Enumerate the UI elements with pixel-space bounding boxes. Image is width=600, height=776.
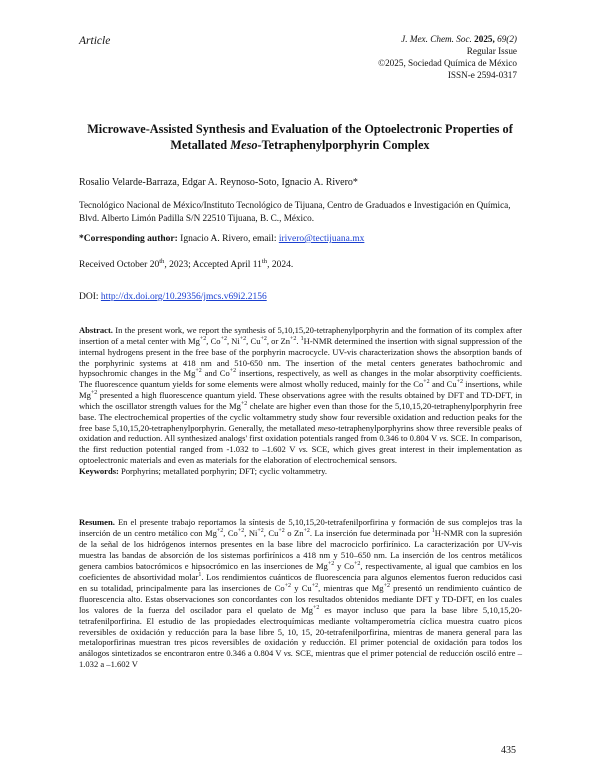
copyright: ©2025, Sociedad Química de México: [378, 58, 517, 68]
authors: Rosalio Velarde-Barraza, Edgar A. Reynoso-Soto, Ignacio A. Rivero*: [79, 177, 358, 188]
journal-header: [378, 33, 517, 81]
article-type-label: Article: [79, 35, 111, 47]
page-number: 435: [501, 745, 516, 756]
issn: ISSN-e 2594-0317: [447, 70, 517, 80]
corresponding-author: *Corresponding author: Ignacio A. Rivero, email: irivero@tectijuana.mx: [79, 234, 365, 244]
doi-link[interactable]: http://dx.doi.org/10.29356/jmcs.v69i2.2156: [100, 292, 267, 302]
affiliation: Tecnológico Nacional de México/Instituto Tecnológico de Tijuana, Centro de Graduados e Investigación en Química, Blvd. Alberto Limón Padilla S/N 22510 Tijuana, B. C., México.: [79, 200, 511, 223]
paper-title: Microwave-Assisted Synthesis and Evaluation of the Optoelectronic Properties of Metallated Meso-Tetraphenylporphyrin Complex: [87, 122, 513, 152]
journal-citation: J. Mex. Chem. Soc. 2025, 69(2): [401, 34, 517, 44]
issue-type: Regular Issue: [466, 46, 517, 56]
doi: DOI: http://dx.doi.org/10.29356/jmcs.v69i2.2156: [79, 292, 267, 302]
abstract: Abstract. In the present work, we report the synthesis of 5,10,15,20-tetraphenylporphyrin and the formation of its complex after insertion of a metal center with $Mg^{+2}$, $Co^{+2}$, $Ni^{+2}$, $Cu^{+2}$, or $Zn^{+2}$. $^1$H-NMR determined the insertion with signal suppression of the internal hydrogens present in the free base of the porphyrin macrocycle. UV-vis characterization shows the absorption bands of the porphyrinic systems at 418 nm and 510-650 nm. The insertion of the metal centers generates bathochromic and hypsochromic changes in the $Mg^{+2}$ and $Co^{+2}$ insertions, respectively, as well as changes in the molar absorptivity coefficients. The fluorescence quantum yields for some elements were almost wholly reduced, mainly for the $Co^{+2}$ and $Cu^{+2}$ insertions, while $Mg^{+2}$ presented a high fluorescence quantum yield. These observations agree with the results obtained by DFT and TD-DFT, in which the oscillator strength values for the $Mg^{+2}$ chelate are higher even than those for the 5,10,15,20-tetraphenylporphyrin free base. The electrochemical properties of the cyclic voltammetry study show four reversible oxidation and reduction peaks for the free base 5,10,15,20-tetraphenylporphyrin. Generally, the metallated meso-tetraphenylporphyrins show three reversible peaks of oxidation and reduction. All synthesized analogs' first oxidation potentials ranged from 0.346 to 0.804 V vs. SCE. In comparison, the first reduction potential ranged from -1.032 to –1.602 V vs. SCE, which gives great interest in their implementation as optoelectronic materials and even as materials for the elaboration of electrochemical sensors. Keywords: Porphyrins; metallated porphyrin; DFT; cyclic voltammetry.: [79, 325, 523, 476]
resumen: Resumen. En el presente trabajo reportamos la síntesis de 5,10,15,20-tetrafenilporfirina y formación de sus complejos tras la inserción de un centro metálico con $Mg^{+2}$, $Co^{+2}$, $Ni^{+2}$, $Cu^{+2}$ o $Zn^{+2}$. La inserción fue determinada por $^1$H-NMR con la supresión de la señal de los hidrógenos internos presentes en la base libre del macrociclo porfirínico. La caracterización por UV-vis muestra las bandas de absorción de los sistemas porfirínicos a 418 nm y 510–650 nm. La inserción de los centros metálicos genera cambios batocrómicos e hipsocrómico en las inserciones de $Mg^{+2}$ y $Co^{+2}$, respectivamente, al igual que cambios en los coeficientes de absortividad molar$^1$. Los rendimientos cuánticos de fluorescencia para algunos elementos fueron reducidos casi en su totalidad, principalmente para las inserciones de $Co^{+2}$ y $Cu^{+2}$, mientras que $Mg^{+2}$ presentó un rendimiento cuántico de fluorescencia alto. Estas observaciones son concordantes con los resultados obtenidos mediante DFT y TD-DFT, en los cuales los valores de la fuerza del oscilador para el quelato de $Mg^{+2}$ es mayor incluso que para la base libre 5,10,15,20-tetrafenilporfirina. El estudio de las propiedades electroquímicas mediante voltamperometría cíclica muestra cuatro picos reversibles de oxidación y reducción para la base libre 5, 10, 15, 20-tetrafenilporfirina, mientras de manera general para las metaloporfirinas muestran tres picos reversibles de oxidación y reducción. El primer potencial de oxidación para todos los análogos sintetizados se encontraron entre 0.346 a 0.804 V vs. SCE, mientras que el primer potencial de reducción osciló entre –1.032 a –1.602 V: [79, 517, 523, 670]
keywords: Keywords: Porphyrins; metallated porphyrin; DFT; cyclic voltammetry.: [79, 465, 327, 476]
received-dates: Received October 20th, 2023; Accepted April 11th, 2024.: [79, 257, 294, 270]
email-link[interactable]: irivero@tectijuana.mx: [278, 234, 365, 244]
